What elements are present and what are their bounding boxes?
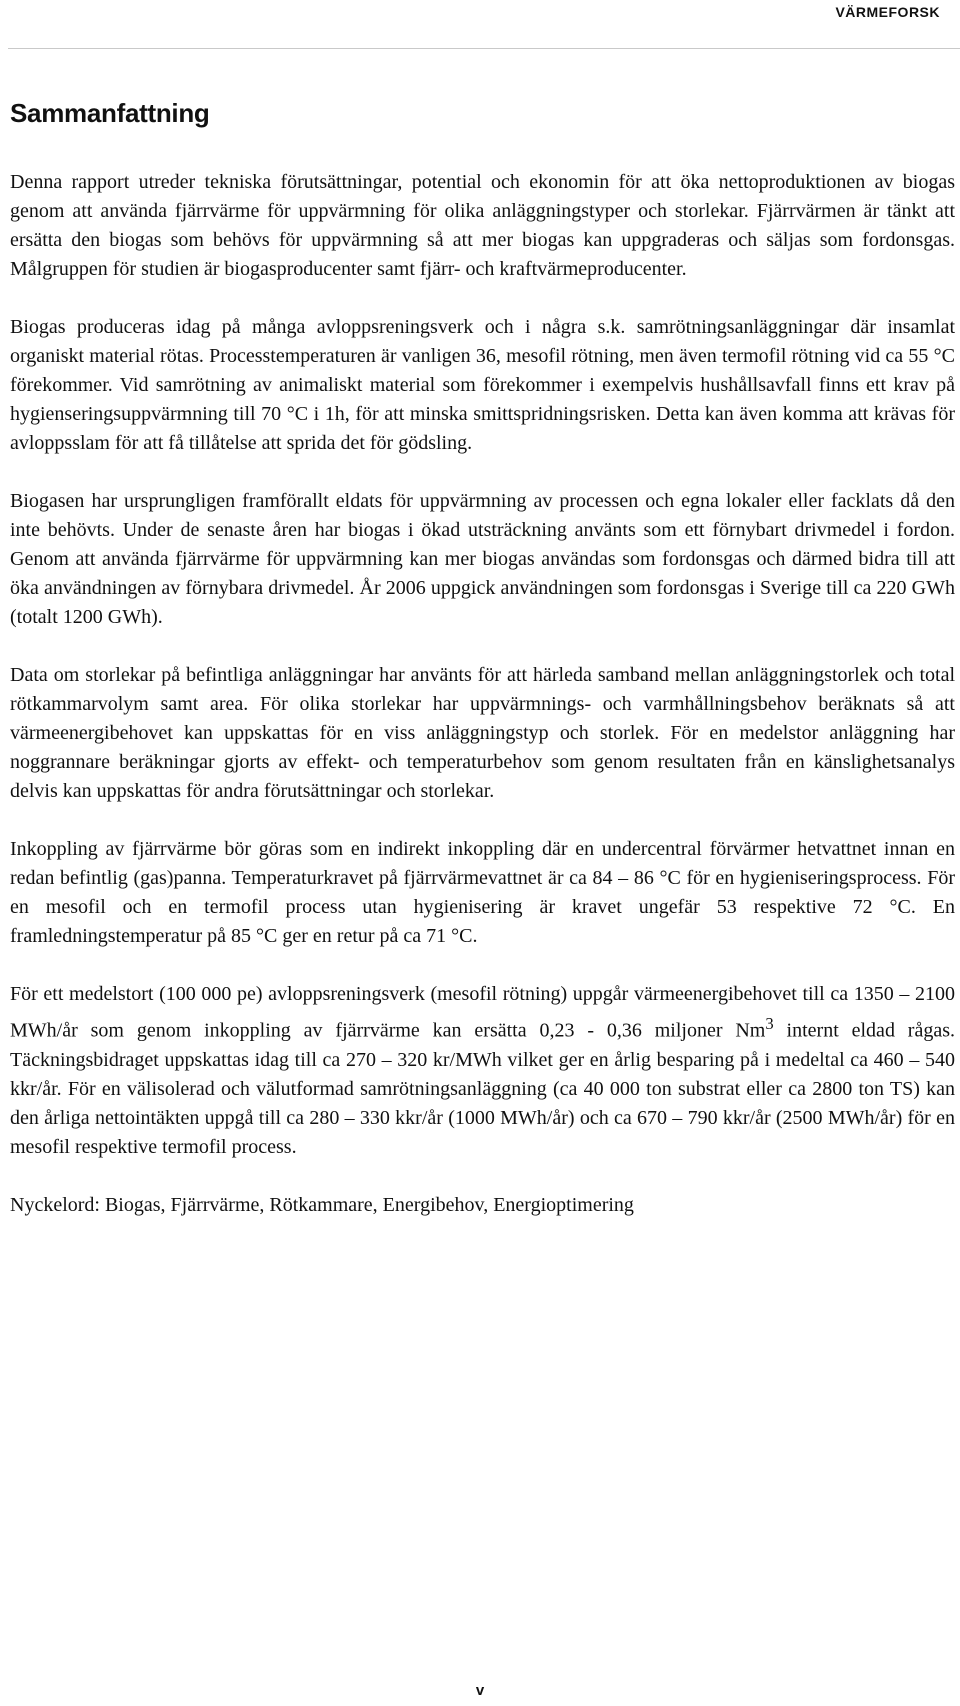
economics-text-part1: För ett medelstort (100 000 pe) avloppsreningsverk (mesofil rötning) uppgår värmeenergibehovet till ca 1350 – 2100 MWh/år som genom inkoppling av fjärrvärme kan ersätta 0,23 - 0,36 miljoner Nm (10, 983, 955, 1042)
page-title: Sammanfattning (10, 98, 210, 128)
paragraph-production: Biogas produceras idag på många avloppsreningsverk och i några s.k. samrötningsanläggningar där insamlat organiskt material rötas. Processtemperaturen är vanligen 36, mesofil rötning, men även termofil rötning vid ca 55 °C förekommer. Vid samrötning av animaliskt material som förekommer i exempelvis hushållsavfall finns ett krav på hygienseringsuppvärmning till 70 °C i 1h, för att minska smittspridningsrisken. Detta kan även komma att krävas för avloppsslam för att få tillåtelse att sprida det för gödsling. (10, 316, 955, 454)
superscript-cubic: 3 (765, 1014, 774, 1033)
paragraph-method: Data om storlekar på befintliga anläggningar har använts för att härleda samband mellan anläggningstorlek och total rötkammarvolym samt area. För olika storlekar har uppvärmnings- och varmhållningsbehov beräknats så att värmeenergibehovet kan uppskattas för en viss anläggningstyp och storlek. För en medelstor anläggning har noggrannare beräkningar gjorts av effekt- och temperaturbehov som genom resultaten från en känslighetsanalys delvis kan uppskattas för andra förutsättningar och storlekar. (10, 664, 955, 802)
paragraph-history: Biogasen har ursprungligen framförallt eldats för uppvärmning av processen och egna lokaler eller facklats då den inte behövts. Under de senaste åren har biogas i ökad utsträckning använts som ett förnybart drivmedel i fordon. Genom att använda fjärrvärme för uppvärmning kan mer biogas användas som fordonsgas och därmed bidra till att öka användningen av förnybara drivmedel. År 2006 uppgick användningen som fordonsgas i Sverige till ca 220 GWh (totalt 1200 GWh). (10, 490, 955, 628)
paragraph-intro: Denna rapport utreder tekniska förutsättningar, potential och ekonomin för att öka nettoproduktionen av biogas genom att använda fjärrvärme för uppvärmning för olika anläggningstyper och storlekar. Fjärrvärmen är tänkt att ersätta den biogas som behövs för uppvärmning så att mer biogas kan uppgraderas och säljas som fordonsgas. Målgruppen för studien är biogasproducenter samt fjärr- och kraftvärmeproducenter. (10, 171, 955, 280)
paragraph-keywords: Nyckelord: Biogas, Fjärrvärme, Rötkammare, Energibehov, Energioptimering (10, 1193, 634, 1216)
paragraph-economics (10, 980, 955, 1162)
report-series-label: VÄRMEFORSK (835, 4, 940, 20)
header-divider (8, 48, 960, 49)
page-number: v (475, 1682, 485, 1699)
summary-body (10, 168, 955, 1249)
economics-text-part2: internt eldad rågas. Täckningsbidraget uppskattas idag till ca 270 – 320 kr/MWh vilket ger en årlig besparing på i medeltal ca 460 – 540 kkr/år. För en välisolerad och välutformad samrötningsanläggning (ca 40 000 ton substrat eller ca 2800 ton TS) kan den årliga nettointäkten uppgå till ca 280 – 330 kkr/år (1000 MWh/år) och ca 670 – 790 kkr/år (2500 MWh/år) för en mesofil respektive termofil process. (10, 1019, 956, 1158)
paragraph-connection: Inkoppling av fjärrvärme bör göras som en indirekt inkoppling där en undercentral förvärmer hetvattnet innan en redan befintlig (gas)panna. Temperaturkravet på fjärrvärmevattnet är ca 84 – 86 °C för en hygieniseringsprocess. För en mesofil och en termofil process utan hygienisering är kravet ungefär 53 respektive 72 °C. En framledningstemperatur på 85 °C ger en retur på ca 71 °C. (10, 838, 955, 947)
